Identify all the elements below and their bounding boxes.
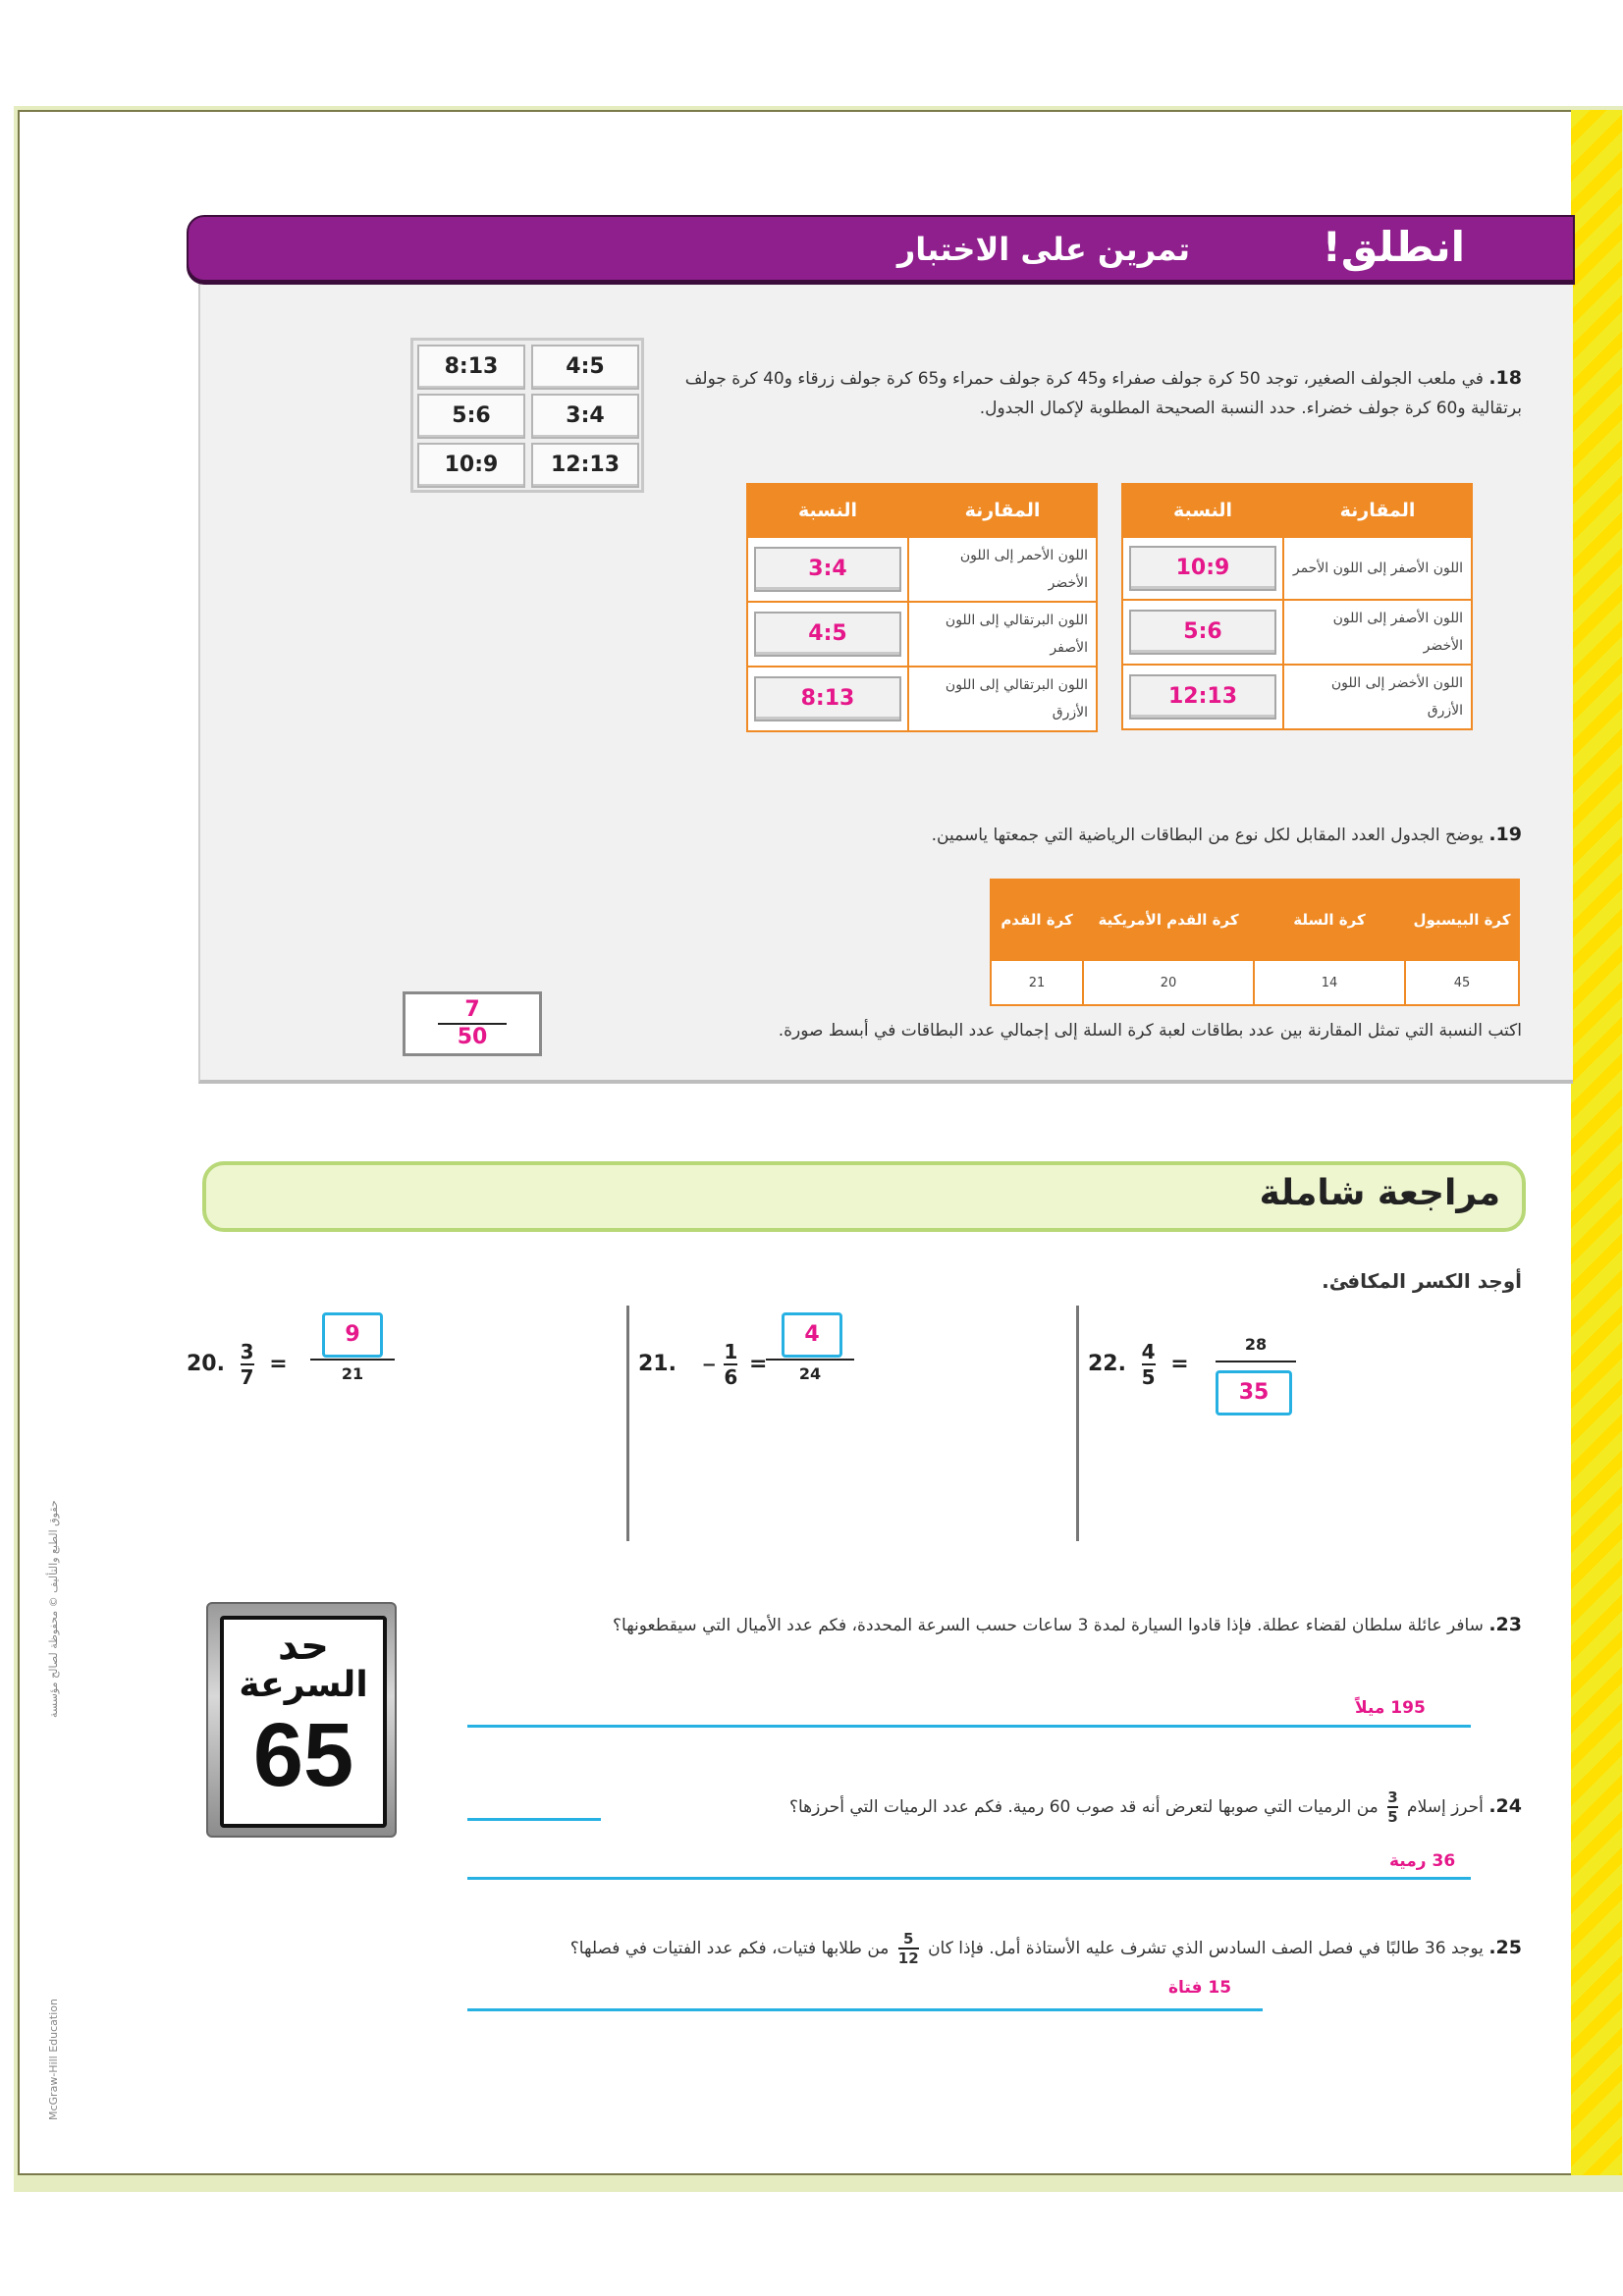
sign-face	[220, 1616, 387, 1828]
answer-numerator: 7	[464, 997, 480, 1022]
choice-tile[interactable]: 8:13	[417, 345, 525, 390]
problem-number: 20.	[187, 1352, 225, 1376]
sign-line-2: السرعة	[239, 1665, 368, 1705]
question-text: يوجد 36 طالبًا في فصل الصف السادس الذي تشرف عليه الأستاذة أمل. فإذا كان	[928, 1939, 1484, 1958]
ratio-drop-box[interactable]: 10:9	[1129, 546, 1276, 591]
column-header: المقارنة	[908, 484, 1097, 537]
question-text: في ملعب الجولف الصغير، توجد 50 كرة جولف صفراء و45 كرة جولف حمراء و65 كرة جولف زرقاء و40 كرة جولف برتقالية و60 كرة جولف خضراء. حدد النسبة الصحيحة المطلوبة لإكمال الجدول.	[684, 369, 1522, 418]
comparison-cell: اللون الأخضر إلى اللون الأزرق	[1283, 665, 1472, 729]
minus-sign: −	[701, 1355, 717, 1375]
table-cell: 45	[1405, 960, 1519, 1005]
question-text: سافر عائلة سلطان لقضاء عطلة. فإذا قادوا السيارة لمدة 3 ساعات حسب السرعة المحددة، فكم عدد الأميال التي سيقطعونها؟	[613, 1616, 1484, 1635]
denominator: 6	[724, 1365, 738, 1389]
problem-number: 21.	[638, 1352, 676, 1376]
copyright-note: حقوق الطبع والتأليف © محفوظة لصالح مؤسسة	[47, 1500, 60, 1718]
review-instruction: أوجد الكسر المكافئ.	[1322, 1269, 1522, 1293]
answer-line[interactable]	[467, 2008, 1263, 2011]
numerator: 3	[1387, 1789, 1398, 1806]
question-23	[491, 1610, 1522, 1640]
column-divider	[626, 1306, 629, 1541]
column-header: النسبة	[747, 484, 908, 537]
practice-banner	[187, 215, 1575, 282]
column-header: كرة القدم	[991, 880, 1083, 960]
answer-line[interactable]	[467, 1725, 1471, 1728]
inline-answer-line[interactable]	[467, 1818, 601, 1821]
review-title: مراجعة شاملة	[1259, 1173, 1500, 1213]
answer-text: 36 رمية	[1389, 1851, 1456, 1871]
question-18	[658, 363, 1522, 423]
ratio-drop-box[interactable]: 3:4	[754, 547, 901, 592]
question-24	[609, 1789, 1522, 1826]
answer-line[interactable]	[467, 1877, 1471, 1880]
fraction-bar	[766, 1359, 854, 1361]
denominator: 5	[1141, 1365, 1156, 1389]
ratio-drop-box[interactable]: 12:13	[1129, 674, 1276, 720]
comparison-cell: اللون الأحمر إلى اللون الأخضر	[908, 537, 1097, 602]
table-cell: 14	[1254, 960, 1405, 1005]
denominator: 7	[240, 1365, 254, 1389]
numerator: 3	[240, 1340, 254, 1363]
banner-subtitle: تمرين على الاختبار	[896, 231, 1190, 268]
choice-tile[interactable]: 12:13	[531, 443, 639, 488]
numerator-answer-box[interactable]: 9	[322, 1312, 383, 1358]
fraction	[241, 1340, 254, 1389]
question-number: 18.	[1488, 367, 1522, 389]
question-text: يوضح الجدول العدد المقابل لكل نوع من البطاقات الرياضية التي جمعتها ياسمين.	[931, 826, 1484, 845]
column-divider	[1076, 1306, 1079, 1541]
question-19	[687, 820, 1522, 850]
question-text: من الرميات التي صوبها لتعرض أنه قد صوب 60 رمية. فكم عدد الرميات التي أحرزها؟	[788, 1797, 1379, 1817]
comparison-cell: اللون الأصفر إلى اللون الأحمر	[1283, 537, 1472, 600]
comparison-cell: اللون البرتقالي إلى اللون الأزرق	[908, 667, 1097, 731]
answer-text: 195 ميلاً	[1355, 1698, 1426, 1718]
banner-title: انطلق!	[1322, 223, 1465, 271]
problem-22	[1088, 1340, 1197, 1389]
equals-sign: =	[749, 1352, 768, 1376]
question-number: 19.	[1488, 824, 1522, 845]
equals-sign: =	[1170, 1352, 1189, 1376]
question-25	[481, 1926, 1522, 1970]
ratio-drop-box[interactable]: 8:13	[754, 676, 901, 721]
review-header	[202, 1161, 1526, 1232]
denominator: 5	[1387, 1808, 1398, 1826]
question-number: 25.	[1488, 1937, 1522, 1958]
fraction	[724, 1340, 737, 1389]
equals-sign: =	[269, 1352, 288, 1376]
choice-tile[interactable]: 5:6	[417, 394, 525, 439]
fraction-bar	[1216, 1361, 1296, 1362]
numerator: 4	[1141, 1340, 1156, 1363]
choice-tile[interactable]: 4:5	[531, 345, 639, 390]
column-header: كرة السلة	[1254, 880, 1405, 960]
denominator-answer-box[interactable]: 35	[1216, 1370, 1292, 1415]
fraction-answer-box[interactable]	[403, 991, 542, 1056]
question-number: 23.	[1488, 1614, 1522, 1635]
numerator: 5	[903, 1930, 914, 1948]
question-text: أحرز إسلام	[1407, 1797, 1484, 1817]
fraction	[1387, 1789, 1397, 1826]
speed-limit-sign	[206, 1602, 397, 1838]
question-19-prompt: اكتب النسبة التي تمثل المقارنة بين عدد بطاقات لعبة كرة السلة إلى إجمالي عدد البطاقات في أبسط صورة.	[778, 1021, 1522, 1041]
problem-21	[638, 1340, 771, 1389]
choice-tile[interactable]: 3:4	[531, 394, 639, 439]
column-header: المقارنة	[1283, 484, 1472, 537]
decorative-strip	[1571, 110, 1622, 2175]
sign-number: 65	[252, 1705, 354, 1805]
table-cell: 21	[991, 960, 1083, 1005]
choice-tile[interactable]: 10:9	[417, 443, 525, 488]
comparison-cell: اللون البرتقالي إلى اللون الأصفر	[908, 602, 1097, 667]
question-number: 24.	[1488, 1795, 1522, 1817]
fraction	[1142, 1340, 1156, 1389]
given-denominator: 24	[798, 1364, 822, 1383]
answer-choices	[410, 338, 644, 493]
fraction-bar	[310, 1359, 395, 1361]
column-header: النسبة	[1122, 484, 1283, 537]
ratio-drop-box[interactable]: 4:5	[754, 612, 901, 657]
problem-number: 22.	[1088, 1352, 1126, 1376]
column-header: كرة القدم الأمريكية	[1083, 880, 1254, 960]
question-text: من طلابها فتيات، فكم عدد الفتيات في فصلها؟	[569, 1939, 890, 1958]
ratio-table-left	[746, 483, 1098, 732]
denominator: 12	[897, 1949, 919, 1967]
cards-table	[990, 879, 1520, 1006]
given-numerator: 28	[1244, 1335, 1268, 1354]
ratio-drop-box[interactable]: 5:6	[1129, 610, 1276, 655]
comparison-cell: اللون الأصفر إلى اللون الأخضر	[1283, 600, 1472, 665]
numerator: 1	[724, 1340, 738, 1363]
fraction	[898, 1930, 919, 1967]
sign-line-1: حد	[278, 1624, 329, 1669]
table-cell: 20	[1083, 960, 1254, 1005]
given-denominator: 21	[341, 1364, 364, 1383]
answer-text: 15 فتاة	[1168, 1978, 1232, 1998]
column-header: كرة البيسبول	[1405, 880, 1519, 960]
ratio-table-right	[1121, 483, 1473, 730]
numerator-answer-box[interactable]: 4	[782, 1312, 842, 1358]
answer-denominator: 50	[457, 1025, 488, 1049]
publisher-note: McGraw-Hill Education	[47, 1999, 60, 2120]
problem-20	[187, 1340, 296, 1389]
